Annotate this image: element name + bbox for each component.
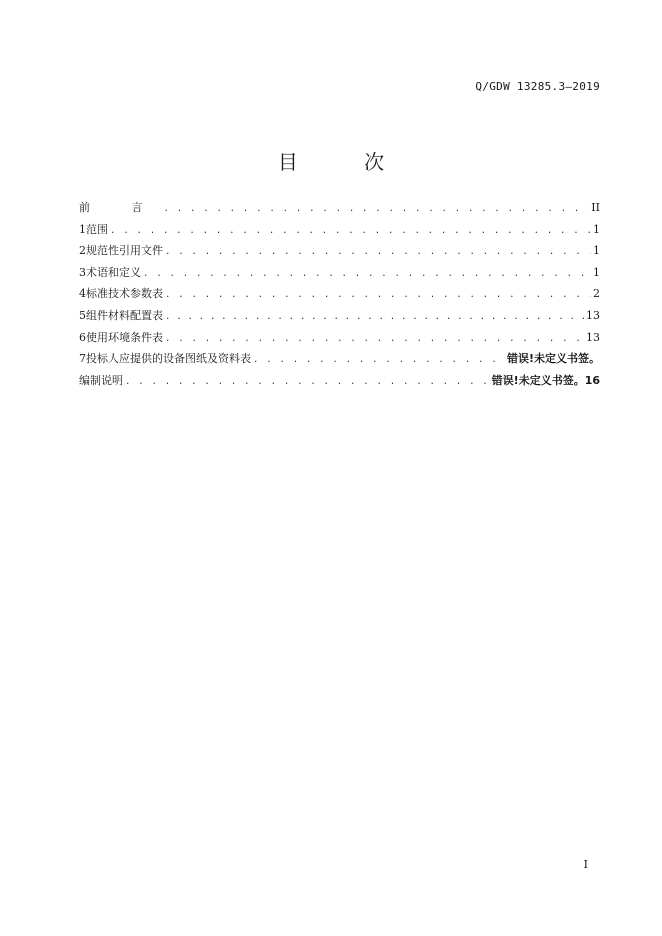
standard-code: Q/GDW 13285.3—2019 [475, 80, 600, 93]
toc-leader-dots [165, 290, 591, 300]
toc-entry-page: 1 [593, 222, 600, 236]
toc-entry-number: 5 [79, 308, 86, 322]
toc-entry-number: 2 [79, 244, 86, 258]
toc-entry-label: 使用环境条件表 [86, 330, 163, 344]
toc-entry-environment-conditions[interactable] [79, 329, 600, 351]
toc-entry-page: II [591, 201, 600, 214]
toc-entry-page: 2 [593, 287, 600, 301]
toc-leader-dots [165, 247, 591, 257]
toc-title: 目 次 [277, 150, 415, 174]
toc-entry-number: 6 [79, 330, 86, 344]
toc-entry-compilation-notes[interactable] [79, 372, 600, 394]
toc-entry-normative-references[interactable] [79, 242, 600, 264]
toc-entry-label: 前 言 [79, 201, 162, 214]
toc-entry-foreword[interactable] [79, 199, 600, 221]
toc-entry-page: 错误!未定义书签。16 [491, 373, 600, 387]
toc-entry-page: 1 [593, 244, 600, 258]
toc-leader-dots [110, 226, 591, 236]
toc-leader-dots [125, 377, 490, 387]
toc-entry-number: 3 [79, 265, 86, 279]
toc-entry-number: 1 [79, 222, 86, 236]
table-of-contents [79, 199, 600, 393]
toc-entry-page: 1 [593, 265, 600, 279]
toc-entry-label: 术语和定义 [86, 265, 141, 279]
toc-entry-page: 13 [586, 308, 600, 322]
toc-entry-scope[interactable] [79, 221, 600, 243]
toc-entry-label: 组件材料配置表 [86, 308, 163, 322]
toc-leader-dots [165, 334, 584, 344]
toc-leader-dots [143, 269, 591, 279]
toc-leader-dots [164, 204, 590, 214]
toc-entry-number: 4 [79, 287, 86, 301]
toc-entry-label: 范围 [86, 222, 108, 236]
toc-leader-dots [253, 355, 505, 365]
toc-entry-number: 7 [79, 352, 86, 366]
toc-entry-drawings-documents[interactable] [79, 350, 600, 372]
toc-entry-label: 编制说明 [79, 373, 123, 387]
toc-entry-label: 标准技术参数表 [86, 287, 163, 301]
toc-entry-terms-definitions[interactable] [79, 264, 600, 286]
toc-entry-page: 错误!未定义书签。 [506, 352, 600, 366]
toc-entry-label: 投标人应提供的设备图纸及资料表 [86, 352, 251, 366]
toc-entry-label: 规范性引用文件 [86, 244, 163, 258]
toc-entry-component-materials[interactable] [79, 307, 600, 329]
toc-entry-page: 13 [586, 330, 600, 344]
toc-entry-technical-parameters[interactable] [79, 285, 600, 307]
toc-leader-dots [165, 312, 584, 322]
page-number: I [583, 858, 588, 871]
